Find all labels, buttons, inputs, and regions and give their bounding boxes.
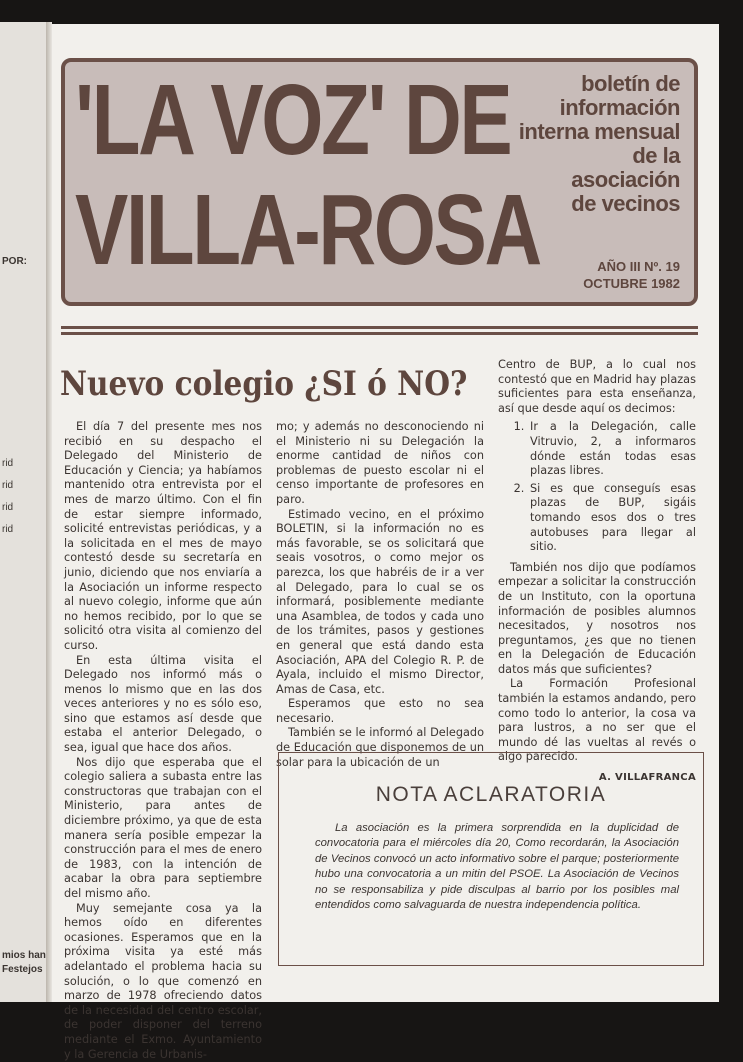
article-column-2 (276, 420, 484, 770)
article-paragraph: La Formación Profesional también la estamos andando, pero como todo lo anterior, la cosa va para lustros, a no ser que el mundo dé las vueltas al revés o algo parecido. (498, 677, 696, 764)
article-paragraph: También nos dijo que podíamos empezar a solicitar la construcción de un Instituto, con la oportuna información de posibles alumnos necesitados, y nosotros nos preguntamos, ¿es que no tienen en la Delegación de Educación datos más que suficientes? (498, 560, 696, 676)
prev-page-fragment: Festejos (2, 964, 43, 975)
issue-date: OCTUBRE 1982 (583, 276, 680, 291)
subtitle-line: asociación (571, 167, 680, 192)
subtitle-line: interna mensual (518, 119, 680, 144)
article-paragraph-continued: mo; y además no desconociendo ni el Ministerio ni su Delegación la enorme cantidad de niños con problemas de puesto escolar ni el censo importante de profesores en paro. (276, 420, 484, 506)
header-divider (61, 326, 698, 338)
subtitle-line: información (559, 95, 680, 120)
subtitle-line: boletín de (581, 71, 680, 96)
newsletter-page (52, 24, 719, 1061)
article-headline: Nuevo colegio ¿SI ó NO? (60, 364, 468, 404)
masthead-subtitle (490, 72, 680, 216)
article-paragraph: Esperamos que esto no sea necesario. (276, 697, 484, 725)
article-paragraph: Nos dijo que esperaba que el colegio saliera a subasta entre las constructoras que trabajan con el Ministerio, para antes de diciembre próximo, ya que de esta manera sería posible empezar la construcción para el mes de enero de 1983, con la intención de acabar la obra para septiembre del mismo año. (64, 755, 262, 900)
prev-page-fragment: rid (2, 458, 14, 469)
prev-page-fragment: rid (2, 480, 14, 491)
article-paragraph: El día 7 del presente mes nos recibió en su despacho el Delegado del Ministerio de Educación y Ciencia; ya habíamos mantenido otra entrevista por el mes de marzo último. Con el fin de estar siempre informado, solicité entrevistas periódicas, y a la solicitada en el mes de mayo contestó desde su secretaría en junio, diciendo que nos enviaría a la Asociación un informe respecto al nuevo colegio, informe que aún no hemos recibido, por lo que se solicitó otra visita al comienzo del curso. (64, 420, 262, 652)
masthead-title-line2: VILLA-ROSA (75, 174, 540, 286)
article-paragraph: Estimado vecino, en el próximo BOLETIN, si la información no es más favorable, se os solicitará que seais vosotros, o como mejor os parezca, los que habréis de ir a ver al Delegado, para lo cual se os informará, posiblemente mediante una Asamblea, de todos y cada uno de los trámites, pasos y gestiones en general que está dando esta Asociación, APA del Colegio R. P. de Ayala, incluido el mismo Director, Amas de Casa, etc. (276, 507, 484, 696)
masthead (61, 58, 698, 306)
article-list (498, 420, 696, 554)
issue-info (583, 258, 680, 292)
article-paragraph: También se le informó al Delegado de Educación que disponemos de un solar para la ubicación de un (276, 726, 485, 769)
article-column-3 (498, 358, 696, 786)
prev-page-fragment: mios han (2, 950, 46, 961)
nota-aclaratoria-box (278, 752, 704, 966)
masthead-title (75, 64, 540, 286)
article-paragraph: En esta última visita el Delegado nos informó más o menos lo mismo que en las dos veces anteriores y no es sólo eso, sino que estamos así desde que estaba el anterior Delegado, o sea, igual que hace dos años. (64, 653, 262, 755)
article-column-1 (64, 420, 262, 1062)
prev-page-fragment: rid (2, 502, 14, 513)
article-paragraph-continued: Centro de BUP, a lo cual nos contestó que en Madrid hay plazas suficientes para esta enseñanza, así que desde aquí os decimos: (498, 358, 696, 415)
nota-body: La asociación es la primera sorprendida en la duplicidad de convocatoria para el miércoles día 20, Como recordarán, la Asociación de Vecinos convocó un acto informativo sobre el parque; posteriormente hubo una convocatoria a un mitin del PSOE. La Asociación de Vecinos no se responsabiliza y pide disculpas al barrio por los posibles mal entendidos como salvaguarda de nuestra independencia política. (315, 822, 679, 912)
divider-rule (61, 332, 698, 335)
divider-rule (61, 326, 698, 329)
article-paragraph: Muy semejante cosa ya la hemos oído en diferentes ocasiones. Esperamos que en la próxima visita ya esté más adelantado el problema hacia su solución, o lo que comenzó en marzo de 1978 ofreciendo datos de la necesidad del centro escolar, de poder disponer del terreno mediante el Exmo. Ayuntamiento y la Gerencia de Urbanis- (64, 901, 262, 1061)
article-signature: A. VILLAFRANCA (598, 772, 696, 784)
previous-page-edge (0, 22, 47, 1002)
subtitle-line: de la (632, 143, 680, 168)
article-list-item: 1. Ir a la Delegación, calle Vitruvio, 2, a informaros dónde están todas esas plazas libres. (528, 420, 696, 478)
prev-page-fragment: POR: (2, 256, 27, 267)
issue-number: AÑO III Nº. 19 (597, 259, 680, 274)
nota-title: NOTA ACLARATORIA (375, 783, 607, 806)
article-list-item: 2. Si es que conseguís esas plazas de BUP, sigáis tomando esos dos o tres autobuses para llegar al sitio. (528, 482, 696, 555)
masthead-title-line1: 'LA VOZ' DE (75, 64, 511, 176)
subtitle-line: de vecinos (571, 191, 680, 216)
prev-page-fragment: rid (2, 524, 14, 535)
